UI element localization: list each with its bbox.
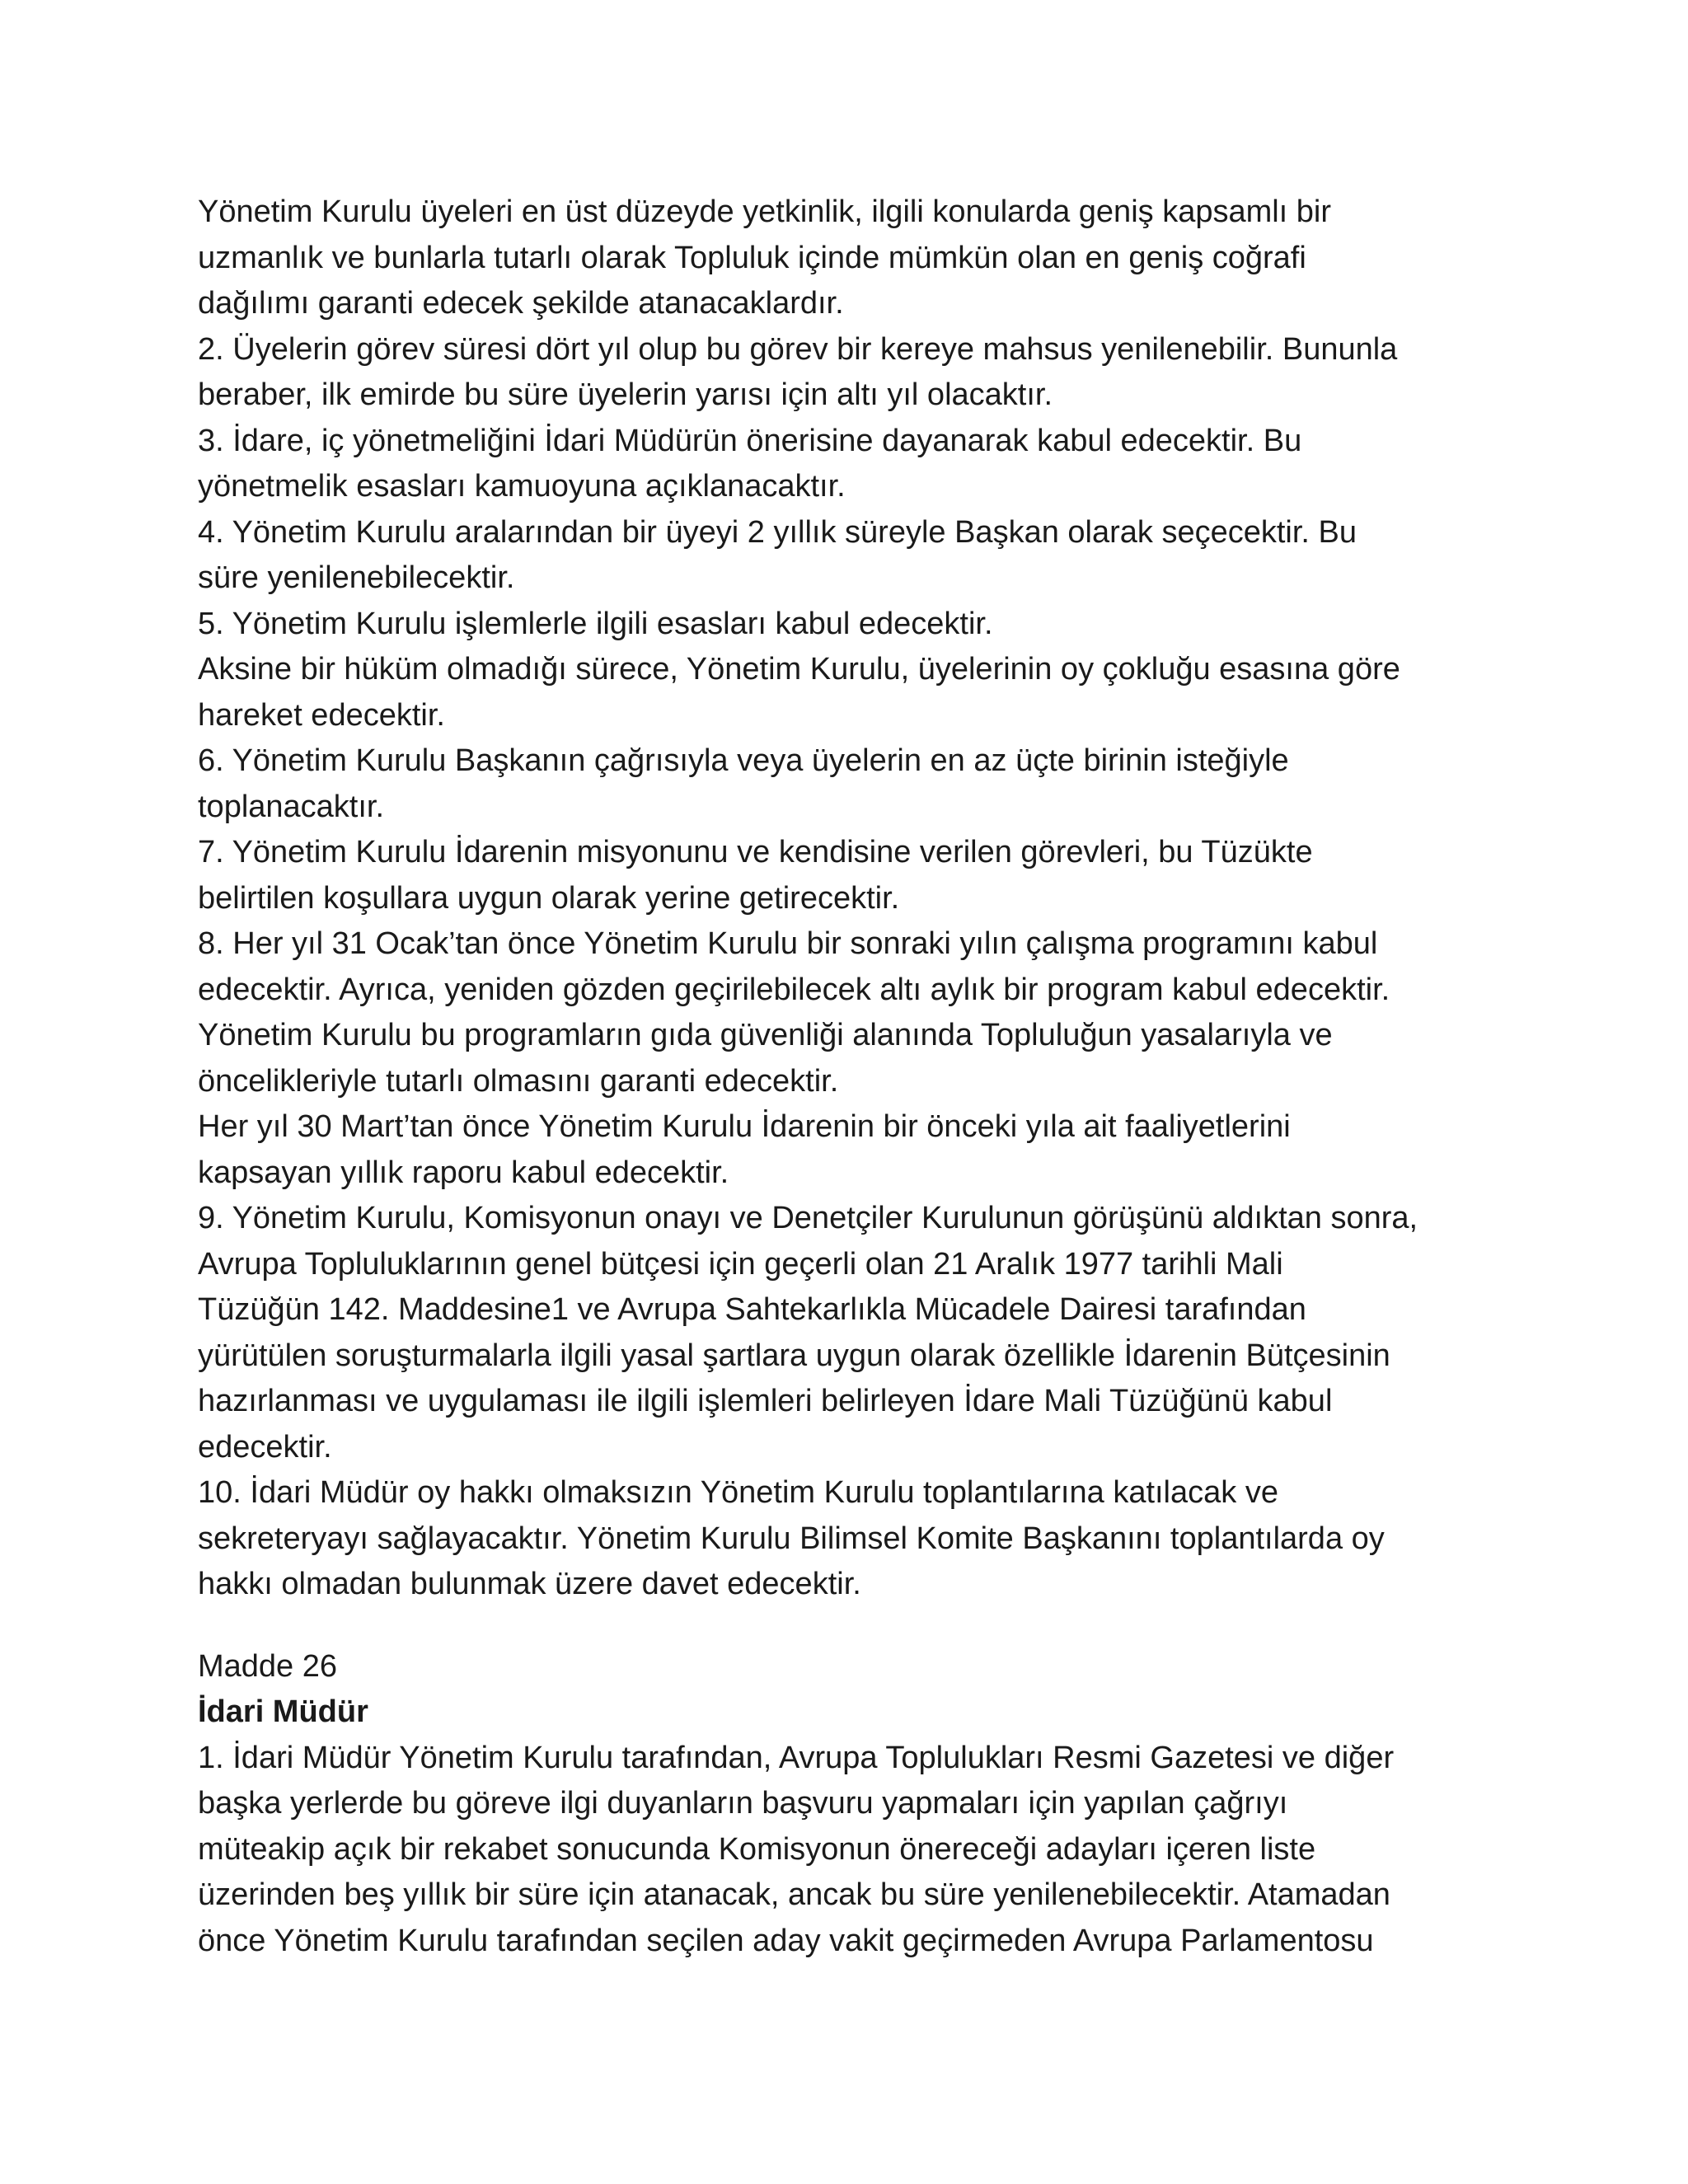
text-line: Her yıl 30 Mart’tan önce Yönetim Kurulu İdarenin bir önceki yıla ait faaliyetlerini (198, 1109, 1291, 1144)
text-line: Yönetim Kurulu üyeleri en üst düzeyde yetkinlik, ilgili konularda geniş kapsamlı bir (198, 194, 1332, 229)
text-line: 1. İdari Müdür Yönetim Kurulu tarafından, Avrupa Toplulukları Resmi Gazetesi ve diğer (198, 1740, 1395, 1775)
text-line: belirtilen koşullara uygun olarak yerine getirecektir. (198, 880, 900, 916)
text-line: beraber, ilk emirde bu süre üyelerin yarısı için altı yıl olacaktır. (198, 377, 1053, 412)
text-line: üzerinden beş yıllık bir süre için atanacak, ancak bu süre yenilenebilecektir. Atamadan (198, 1877, 1390, 1912)
text-line: hareket edecektir. (198, 697, 445, 733)
paragraphs-after-article (198, 1736, 1533, 1965)
text-line: uzmanlık ve bunlarla tutarlı olarak Topluluk içinde mümkün olan en geniş coğrafi (198, 240, 1306, 275)
text-line: önce Yönetim Kurulu tarafından seçilen aday vakit geçirmeden Avrupa Parlamentosu (198, 1923, 1374, 1958)
text-line: toplanacaktır. (198, 789, 385, 824)
article-title: İdari Müdür (198, 1694, 368, 1729)
article-number: Madde 26 (198, 1648, 338, 1684)
text-line: 8. Her yıl 31 Ocak’tan önce Yönetim Kurulu bir sonraki yılın çalışma programını kabul (198, 926, 1378, 961)
text-line: 6. Yönetim Kurulu Başkanın çağrısıyla veya üyelerin en az üçte birinin isteğiyle (198, 743, 1289, 778)
text-line: edecektir. (198, 1429, 332, 1465)
text-line: 9. Yönetim Kurulu, Komisyonun onayı ve Denetçiler Kurulunun görüşünü aldıktan sonra, (198, 1201, 1418, 1235)
text-line: 3. İdare, iç yönetmeliğini İdari Müdürün önerisine dayanarak kabul edecektir. Bu (198, 423, 1302, 458)
text-line: müteakip açık bir rekabet sonucunda Komisyonun önereceği adayları içeren liste (198, 1831, 1316, 1867)
section-gap (198, 1608, 1533, 1644)
text-line: 2. Üyelerin görev süresi dört yıl olup bu görev bir kereye mahsus yenilenebilir. Bununla (198, 331, 1398, 367)
text-line: yönetmelik esasları kamuoyuna açıklanacaktır. (198, 469, 846, 504)
text-line: dağılımı garanti edecek şekilde atanacaklardır. (198, 286, 844, 321)
text-line: Avrupa Topluluklarının genel bütçesi için geçerli olan 21 Aralık 1977 tarihli Mali (198, 1246, 1283, 1282)
text-line: 4. Yönetim Kurulu aralarından bir üyeyi 2 yıllık süreyle Başkan olarak seçecektir. Bu (198, 514, 1357, 550)
text-line: sekreteryayı sağlayacaktır. Yönetim Kurulu Bilimsel Komite Başkanını toplantılarda oy (198, 1521, 1385, 1556)
text-line: 7. Yönetim Kurulu İdarenin misyonunu ve kendisine verilen görevleri, bu Tüzükte (198, 835, 1313, 869)
text-line: yürütülen soruşturmalarla ilgili yasal şartlara uygun olarak özellikle İdarenin Bütçesinin (198, 1338, 1390, 1373)
text-line: edecektir. Ayrıca, yeniden gözden geçirilebilecek altı aylık bir program kabul edecektir. (198, 972, 1390, 1007)
text-line: Yönetim Kurulu bu programların gıda güvenliği alanında Topluluğun yasalarıyla ve (198, 1018, 1333, 1052)
text-line: süre yenilenebilecektir. (198, 560, 515, 595)
document-body (198, 190, 1533, 1964)
text-line: öncelikleriyle tutarlı olmasını garanti edecektir. (198, 1063, 839, 1099)
text-line: Tüzüğün 142. Maddesine1 ve Avrupa Sahtekarlıkla Mücadele Dairesi tarafından (198, 1292, 1306, 1327)
paragraphs-before-article (198, 190, 1533, 1608)
text-line: kapsayan yıllık raporu kabul edecektir. (198, 1155, 729, 1190)
text-line: Aksine bir hüküm olmadığı sürece, Yönetim Kurulu, üyelerinin oy çokluğu esasına göre (198, 652, 1400, 687)
text-line: başka yerlerde bu göreve ilgi duyanların başvuru yapmaları için yapılan çağrıyı (198, 1786, 1288, 1821)
text-line: hakkı olmadan bulunmak üzere davet edecektir. (198, 1567, 861, 1601)
text-line: 10. İdari Müdür oy hakkı olmaksızın Yönetim Kurulu toplantılarına katılacak ve (198, 1475, 1278, 1510)
text-line: hazırlanması ve uygulaması ile ilgili işlemleri belirleyen İdare Mali Tüzüğünü kabul (198, 1384, 1333, 1418)
text-line: 5. Yönetim Kurulu işlemlerle ilgili esasları kabul edecektir. (198, 606, 993, 641)
